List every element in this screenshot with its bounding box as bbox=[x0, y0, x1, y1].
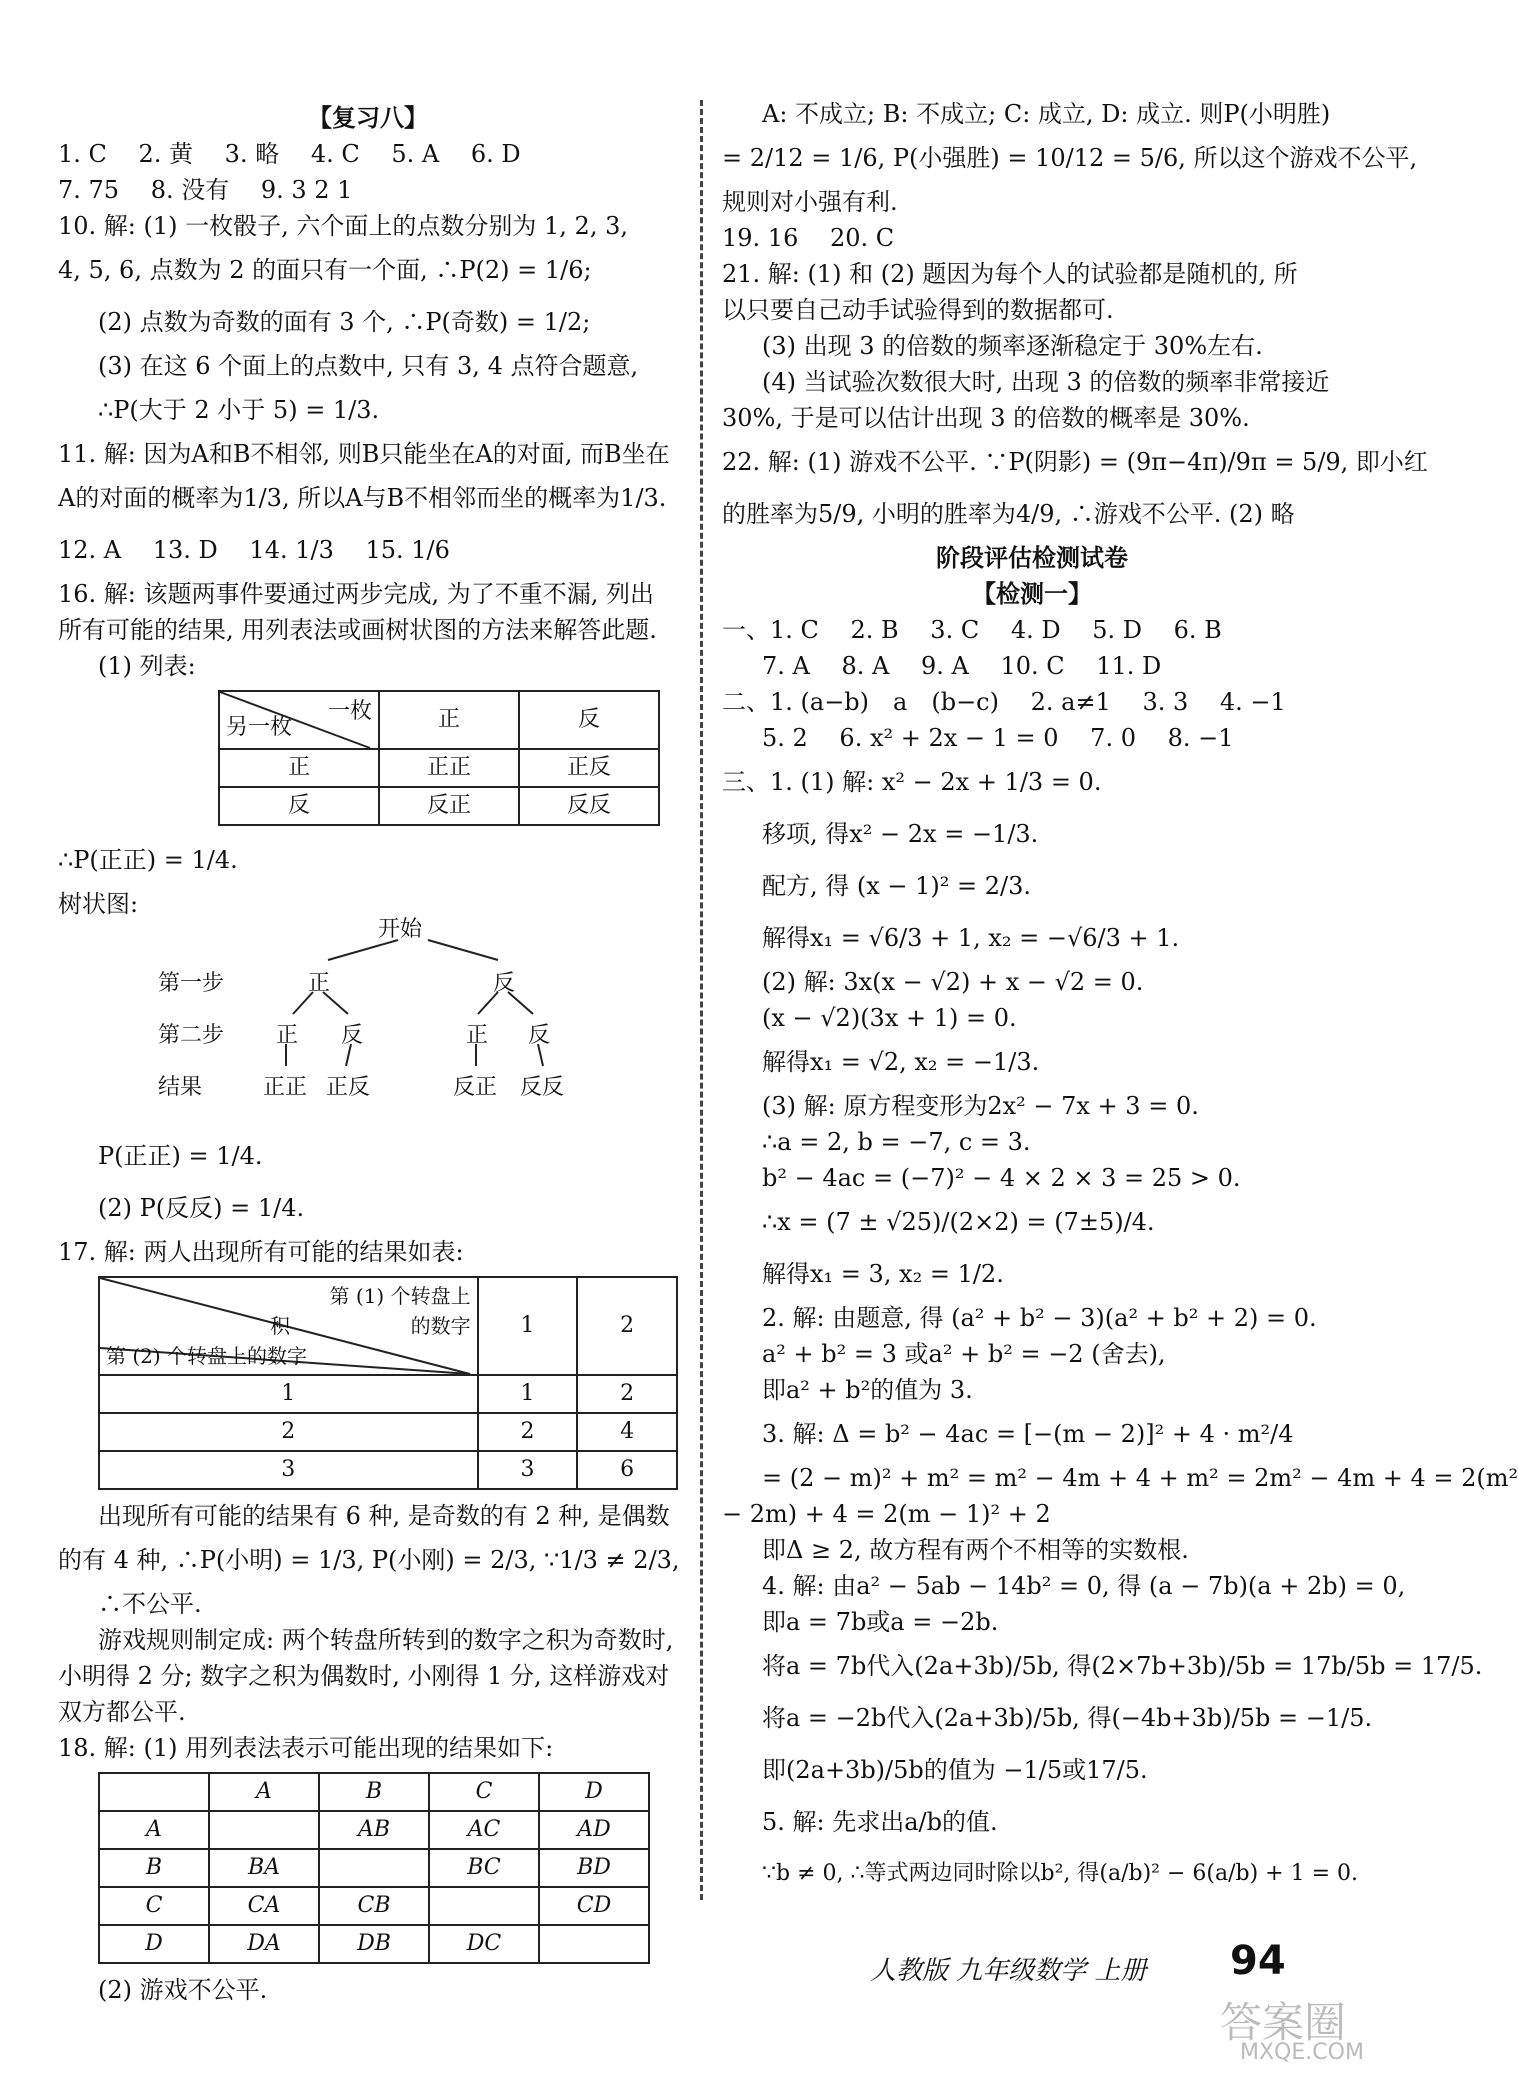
table-cell: CD bbox=[539, 1887, 649, 1925]
answer-line: (x − √2)(3x + 1) = 0. bbox=[762, 1004, 1017, 1032]
answer-line: 一、1. C 2. B 3. C 4. D 5. D 6. B bbox=[722, 616, 1222, 644]
table-cell: 3 bbox=[478, 1451, 578, 1489]
answer-line: (2) 解: 3x(x − √2) + x − √2 = 0. bbox=[762, 968, 1144, 996]
answer-line: 11. 解: 因为A和B不相邻, 则B只能坐在A的对面, 而B坐在 bbox=[58, 440, 670, 468]
answer-line: (2) 点数为奇数的面有 3 个, ∴P(奇数) = 1/2; bbox=[98, 308, 591, 336]
table-cell: 反正 bbox=[379, 787, 519, 825]
table-cell: 2 bbox=[577, 1375, 677, 1413]
table-header: A bbox=[209, 1773, 319, 1811]
table-cell: B bbox=[99, 1849, 209, 1887]
table-cell: 3 bbox=[99, 1451, 478, 1489]
left-column bbox=[58, 100, 678, 2008]
table-cell: AD bbox=[539, 1811, 649, 1849]
answer-line: 配方, 得 (x − 1)² = 2/3. bbox=[762, 872, 1032, 900]
table-header: D bbox=[539, 1773, 649, 1811]
answer-line: − 2m) + 4 = 2(m − 1)² + 2 bbox=[722, 1500, 1051, 1528]
answer-line: 3. 解: Δ = b² − 4ac = [−(m − 2)]² + 4 · m²/4 bbox=[762, 1420, 1294, 1448]
table-cell: A bbox=[99, 1811, 209, 1849]
column-divider bbox=[700, 100, 703, 1900]
coin-table bbox=[218, 690, 660, 826]
corner-top-label: 一枚 bbox=[327, 699, 372, 724]
tree-node: 正 bbox=[308, 971, 331, 996]
answer-line: 即(2a+3b)/5b的值为 −1/5或17/5. bbox=[762, 1756, 1148, 1784]
table-cell: 2 bbox=[99, 1413, 478, 1451]
answer-line: = 2/12 = 1/6, P(小强胜) = 10/12 = 5/6, 所以这个游戏不公平, bbox=[722, 144, 1418, 172]
footer-book-title: 人教版 九年级数学 上册 bbox=[870, 1956, 1147, 1986]
answer-line: 2. 解: 由题意, 得 (a² + b² − 3)(a² + b² + 2) = 0. bbox=[762, 1304, 1317, 1332]
answer-line: 18. 解: (1) 用列表法表示可能出现的结果如下: bbox=[58, 1734, 554, 1762]
table-cell bbox=[319, 1849, 429, 1887]
answer-line: 将a = 7b代入(2a+3b)/5b, 得(2×7b+3b)/5b = 17b/5b = 17/5. bbox=[762, 1652, 1483, 1680]
answer-line: 5. 解: 先求出a/b的值. bbox=[762, 1808, 998, 1836]
answer-line: 30%, 于是可以估计出现 3 的倍数的概率是 30%. bbox=[722, 404, 1250, 432]
tree-node: 反 bbox=[341, 1023, 364, 1048]
sub-title-test1: 【检测一】 bbox=[972, 580, 1092, 608]
answer-line: 7. A 8. A 9. A 10. C 11. D bbox=[762, 652, 1162, 680]
answer-line: ∴x = (7 ± √25)/(2×2) = (7±5)/4. bbox=[762, 1208, 1155, 1236]
section-title-assessment: 阶段评估检测试卷 bbox=[936, 544, 1128, 572]
table-cell bbox=[539, 1925, 649, 1963]
table-corner bbox=[99, 1277, 478, 1375]
answer-line: 三、1. (1) 解: x² − 2x + 1/3 = 0. bbox=[722, 768, 1102, 796]
tree-leaf: 反正 bbox=[453, 1075, 498, 1100]
answer-line: P(正正) = 1/4. bbox=[98, 1142, 263, 1170]
answer-line: 即Δ ≥ 2, 故方程有两个不相等的实数根. bbox=[762, 1536, 1189, 1564]
table-cell: 反反 bbox=[519, 787, 659, 825]
table-cell: BD bbox=[539, 1849, 649, 1887]
corner-label-a: 第 (1) 个转盘上 bbox=[329, 1284, 471, 1308]
answer-line: (2) P(反反) = 1/4. bbox=[98, 1194, 305, 1222]
answer-line: A的对面的概率为1/3, 所以A与B不相邻而坐的概率为1/3. bbox=[58, 484, 667, 512]
tree-start: 开始 bbox=[378, 917, 423, 942]
table-header: B bbox=[319, 1773, 429, 1811]
answer-line: ∴P(大于 2 小于 5) = 1/3. bbox=[98, 396, 380, 424]
right-column bbox=[722, 96, 1518, 1900]
answer-line: (3) 出现 3 的倍数的频率逐渐稳定于 30%左右. bbox=[762, 332, 1263, 360]
tree-node: 反 bbox=[528, 1023, 551, 1048]
table-cell: AC bbox=[429, 1811, 539, 1849]
corner-label-a2: 的数字 bbox=[410, 1314, 471, 1338]
answer-line: 19. 16 20. C bbox=[722, 224, 895, 252]
corner-bottom-label: 另一枚 bbox=[226, 715, 293, 740]
answer-line: (1) 列表: bbox=[98, 652, 196, 680]
answer-line: (3) 在这 6 个面上的点数中, 只有 3, 4 点符合题意, bbox=[98, 352, 639, 380]
watermark-url: MXQE.COM bbox=[1240, 2040, 1364, 2065]
answer-line: 所有可能的结果, 用列表法或画树状图的方法来解答此题. bbox=[58, 616, 657, 644]
answer-line: 21. 解: (1) 和 (2) 题因为每个人的试验都是随机的, 所 bbox=[722, 260, 1298, 288]
answer-line: 4, 5, 6, 点数为 2 的面只有一个面, ∴P(2) = 1/6; bbox=[58, 256, 592, 284]
answer-line: 出现所有可能的结果有 6 种, 是奇数的有 2 种, 是偶数 bbox=[98, 1502, 670, 1530]
table-cell: C bbox=[99, 1887, 209, 1925]
answer-line: 16. 解: 该题两事件要通过两步完成, 为了不重不漏, 列出 bbox=[58, 580, 655, 608]
answer-line: 规则对小强有利. bbox=[722, 188, 898, 216]
table-cell: 1 bbox=[99, 1375, 478, 1413]
answer-line: b² − 4ac = (−7)² − 4 × 2 × 3 = 25 > 0. bbox=[762, 1164, 1241, 1192]
tree-result-label: 结果 bbox=[158, 1075, 203, 1100]
table-header: 反 bbox=[519, 691, 659, 749]
tree-diagram bbox=[58, 917, 678, 1126]
answer-line: 12. A 13. D 14. 1/3 15. 1/6 bbox=[58, 536, 450, 564]
table-cell: CB bbox=[319, 1887, 429, 1925]
table-cell: BC bbox=[429, 1849, 539, 1887]
answer-line: 双方都公平. bbox=[58, 1698, 186, 1726]
tree-leaf: 正正 bbox=[263, 1075, 308, 1100]
section-title-review8: 【复习八】 bbox=[308, 104, 428, 132]
table-header: 1 bbox=[478, 1277, 578, 1375]
answer-line: 游戏规则制定成: 两个转盘所转到的数字之积为奇数时, bbox=[98, 1626, 674, 1654]
spinner-table bbox=[98, 1276, 678, 1490]
answer-line: 解得x₁ = √6/3 + 1, x₂ = −√6/3 + 1. bbox=[762, 924, 1180, 952]
answer-line: 将a = −2b代入(2a+3b)/5b, 得(−4b+3b)/5b = −1/5. bbox=[762, 1704, 1373, 1732]
answer-line: 解得x₁ = √2, x₂ = −1/3. bbox=[762, 1048, 1040, 1076]
answer-line: 7. 75 8. 没有 9. 3 2 1 bbox=[58, 176, 353, 204]
answer-line: 以只要自己动手试验得到的数据都可. bbox=[722, 296, 1114, 324]
table-cell: 4 bbox=[577, 1413, 677, 1451]
table-cell: 2 bbox=[478, 1413, 578, 1451]
answer-line: 22. 解: (1) 游戏不公平. ∵P(阴影) = (9π−4π)/9π = 5/9, 即小红 bbox=[722, 448, 1428, 476]
answer-line: 移项, 得x² − 2x = −1/3. bbox=[762, 820, 1039, 848]
table-cell: D bbox=[99, 1925, 209, 1963]
answer-line: ∴不公平. bbox=[98, 1590, 202, 1618]
answer-line: a² + b² = 3 或a² + b² = −2 (舍去), bbox=[762, 1340, 1166, 1368]
answer-line: 解得x₁ = 3, x₂ = 1/2. bbox=[762, 1260, 1004, 1288]
answer-line: 的有 4 种, ∴P(小明) = 1/3, P(小刚) = 2/3, ∵1/3 ≠ 2/3, bbox=[58, 1546, 680, 1574]
table-cell: 正反 bbox=[519, 749, 659, 787]
table-cell: 1 bbox=[478, 1375, 578, 1413]
table-header: C bbox=[429, 1773, 539, 1811]
answer-line: ∴a = 2, b = −7, c = 3. bbox=[762, 1128, 1031, 1156]
tree-leaf: 反反 bbox=[520, 1075, 565, 1100]
table-cell: DA bbox=[209, 1925, 319, 1963]
answer-line: 的胜率为5/9, 小明的胜率为4/9, ∴游戏不公平. (2) 略 bbox=[722, 500, 1295, 528]
table-cell: DB bbox=[319, 1925, 429, 1963]
answer-line: (3) 解: 原方程变形为2x² − 7x + 3 = 0. bbox=[762, 1092, 1199, 1120]
tree-step1-label: 第一步 bbox=[158, 971, 225, 996]
answer-line: ∴P(正正) = 1/4. bbox=[58, 846, 238, 874]
tree-node: 正 bbox=[276, 1023, 299, 1048]
table-corner bbox=[219, 691, 379, 749]
letters-table bbox=[98, 1772, 650, 1964]
corner-label-b: 积 bbox=[270, 1314, 290, 1338]
answer-line: (2) 游戏不公平. bbox=[98, 1976, 268, 2004]
answer-line: 二、1. (a−b) a (b−c) 2. a≠1 3. 3 4. −1 bbox=[722, 688, 1286, 716]
tree-leaf: 正反 bbox=[326, 1075, 371, 1100]
tree-node: 反 bbox=[493, 971, 516, 996]
table-header: 正 bbox=[379, 691, 519, 749]
watermark-logo: 答案圈 bbox=[1220, 1998, 1347, 2047]
table-cell: 6 bbox=[577, 1451, 677, 1489]
answer-line: 4. 解: 由a² − 5ab − 14b² = 0, 得 (a − 7b)(a + 2b) = 0, bbox=[762, 1572, 1406, 1600]
answer-line: 即a = 7b或a = −2b. bbox=[762, 1608, 999, 1636]
table-cell: DC bbox=[429, 1925, 539, 1963]
answer-line: 17. 解: 两人出现所有可能的结果如表: bbox=[58, 1238, 464, 1266]
table-cell: 正正 bbox=[379, 749, 519, 787]
answer-line: = (2 − m)² + m² = m² − 4m + 4 + m² = 2m² − 4m + 4 = 2(m² bbox=[762, 1464, 1518, 1492]
tree-node: 正 bbox=[466, 1023, 489, 1048]
answer-line: 1. C 2. 黄 3. 略 4. C 5. A 6. D bbox=[58, 140, 521, 168]
table-cell: BA bbox=[209, 1849, 319, 1887]
answer-line: (4) 当试验次数很大时, 出现 3 的倍数的频率非常接近 bbox=[762, 368, 1330, 396]
answer-line: ∵b ≠ 0, ∴等式两边同时除以b², 得(a/b)² − 6(a/b) + 1 = 0. bbox=[762, 1861, 1358, 1886]
table-cell bbox=[429, 1887, 539, 1925]
table-cell: 正 bbox=[219, 749, 379, 787]
answer-line: 即a² + b²的值为 3. bbox=[762, 1376, 973, 1404]
table-cell bbox=[209, 1811, 319, 1849]
corner-label-c: 第 (2) 个转盘上的数字 bbox=[106, 1344, 308, 1368]
answer-line: 小明得 2 分; 数字之积为偶数时, 小刚得 1 分, 这样游戏对 bbox=[58, 1662, 670, 1690]
answer-line: 10. 解: (1) 一枚骰子, 六个面上的点数分别为 1, 2, 3, bbox=[58, 212, 628, 240]
answer-line: A: 不成立; B: 不成立; C: 成立, D: 成立. 则P(小明胜) bbox=[762, 100, 1331, 128]
page-number: 94 bbox=[1230, 1938, 1286, 1984]
table-cell: CA bbox=[209, 1887, 319, 1925]
table-cell: 反 bbox=[219, 787, 379, 825]
answer-line: 5. 2 6. x² + 2x − 1 = 0 7. 0 8. −1 bbox=[762, 724, 1234, 752]
table-header: 2 bbox=[577, 1277, 677, 1375]
table-cell: AB bbox=[319, 1811, 429, 1849]
table-corner bbox=[99, 1773, 209, 1811]
tree-label: 树状图: bbox=[58, 890, 139, 918]
tree-step2-label: 第二步 bbox=[158, 1023, 225, 1048]
